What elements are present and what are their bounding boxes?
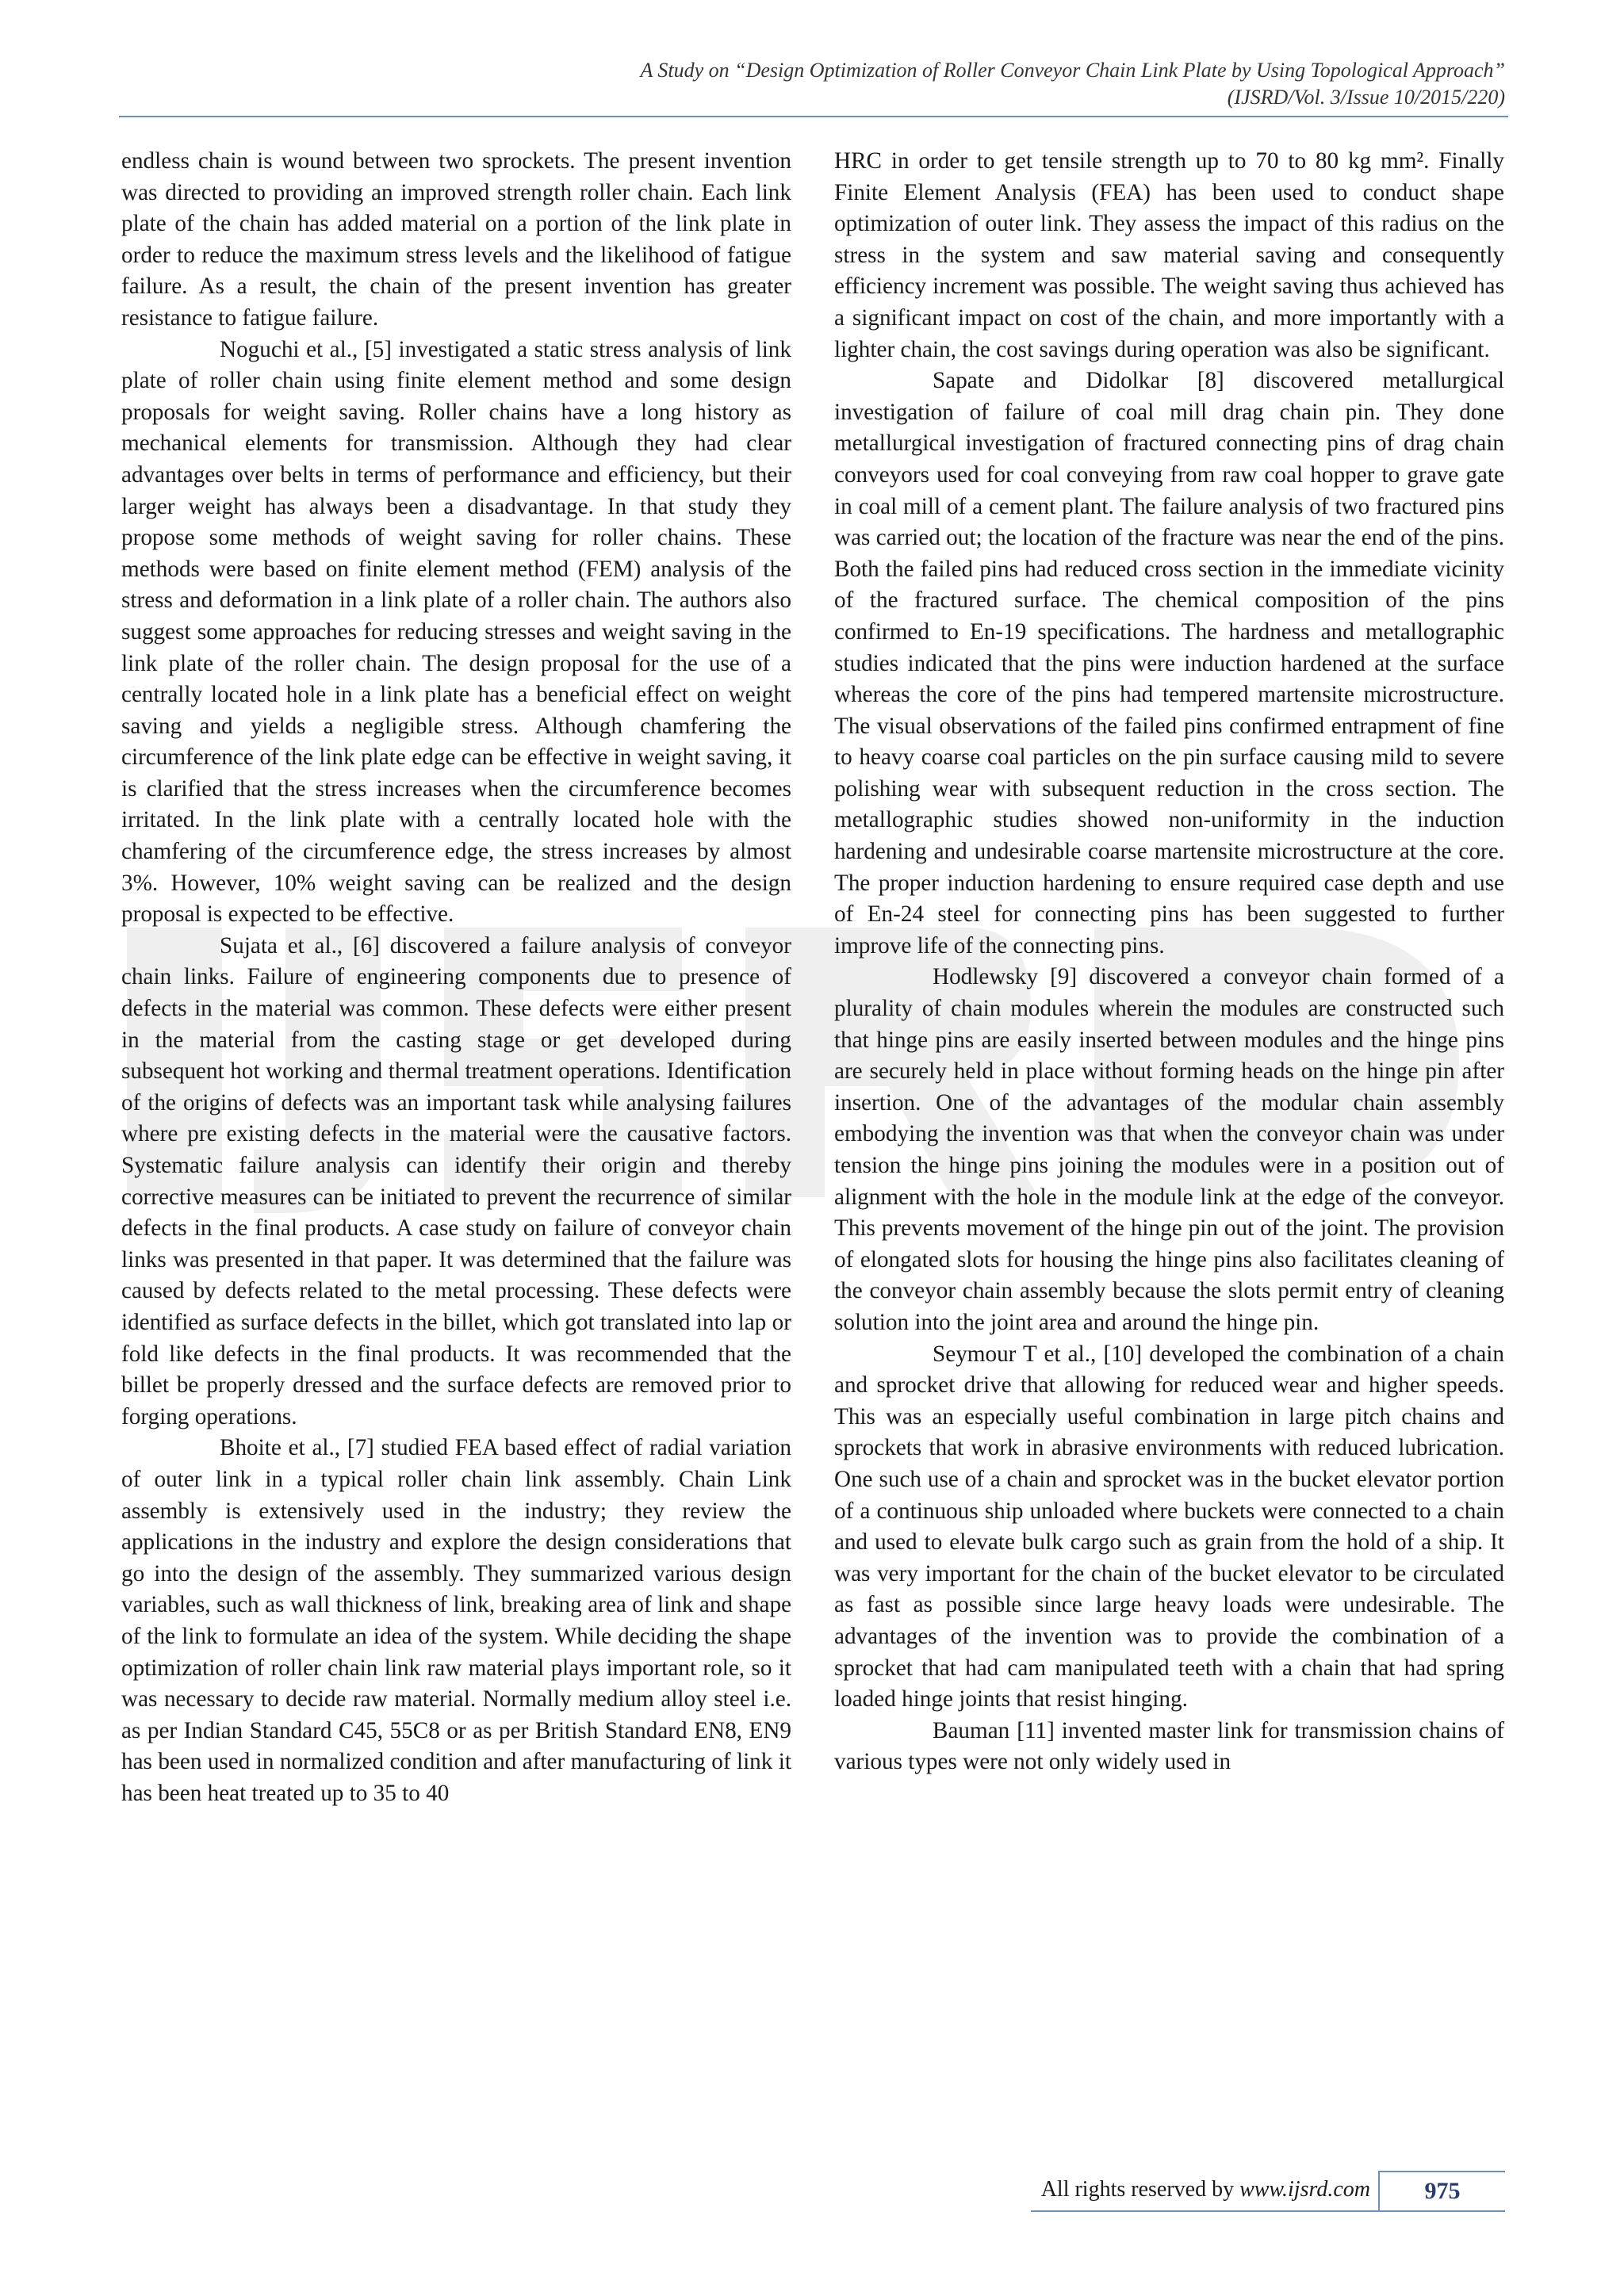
paragraph-sujata: Sujata et al., [6] discovered a failure analysis of conveyor chain links. Failure of engineering components due to presence of defects in the material was common. These defects were either present in the material from the casting stage or get developed during subsequent hot working and thermal treatment operations. Identification of the origins of defects was an important task while analysing failures where pre existing defects in the material were the causative factors. Systematic failure analysis can identify their origin and thereby corrective measures can be initiated to prevent the recurrence of similar defects in the final products. A case study on failure of conveyor chain links was presented in that paper. It was determined that the failure was caused by defects related to the metal processing. These defects were identified as surface defects in the billet, which got translated into lap or fold like defects in the final products. It was recommended that the billet be properly dressed and the surface defects are removed prior to forging operations. — [121, 932, 791, 1429]
left-column — [121, 146, 791, 1809]
paragraph-sapate: Sapate and Didolkar [8] discovered metallurgical investigation of failure of coal mill drag chain pin. They done metallurgical investigation of fractured connecting pins of drag chain conveyors used for coal conveying from raw coal hopper to grave gate in coal mill of a cement plant. The failure analysis of two fractured pins was carried out; the location of the fracture was near the end of the pins. Both the failed pins had reduced cross section in the immediate vicinity of the fractured surface. The chemical composition of the pins confirmed to En-19 specifications. The hardness and metallographic studies indicated that the pins were induction hardened at the surface whereas the core of the pins had tempered martensite microstructure. The visual observations of the failed pins confirmed entrapment of fine to heavy coarse coal particles on the pin surface causing mild to severe polishing wear with subsequent reduction in the cross section. The metallographic studies showed non-uniformity in the induction hardening and undesirable coarse martensite microstructure at the core. The proper induction hardening to ensure required case depth and use of En-24 steel for connecting pins has been suggested to further improve life of the connecting pins. — [834, 368, 1504, 959]
paragraph-chain-strength: endless chain is wound between two sprockets. The present invention was directed to providing an improved strength roller chain. Each link plate of the chain has added material on a portion of the link plate in order to reduce the maximum stress levels and the likelihood of fatigue failure. As a result, the chain of the present invention has greater resistance to fatigue failure. — [121, 148, 791, 331]
footer-rights — [1041, 2177, 1370, 2202]
header-citation: (IJSRD/Vol. 3/Issue 10/2015/220) — [1227, 86, 1505, 109]
running-header — [119, 57, 1505, 111]
page-footer — [119, 2171, 1505, 2218]
footer-rights-label: All rights reserved by — [1040, 2177, 1235, 2202]
footer-divider — [1031, 2210, 1505, 2212]
paragraph-bauman: Bauman [11] invented master link for transmission chains of various types were not only widely used in — [834, 1717, 1504, 1775]
paragraph-noguchi: Noguchi et al., [5] investigated a static stress analysis of link plate of roller chain using finite element method and some design proposals for weight saving. Roller chains have a long history as mechanical elements for transmission. Although they had clear advantages over belts in terms of performance and efficiency, but their larger weight has always been a disadvantage. In that study they propose some methods of weight saving for roller chains. These methods were based on finite element method (FEM) analysis of the stress and deformation in a link plate of a roller chain. The authors also suggest some approaches for reducing stresses and weight saving in the link plate of the roller chain. The design proposal for the use of a centrally located hole in a link plate has a beneficial effect on weight saving and yields a negligible stress. Although chamfering the circumference of the link plate edge can be effective in weight saving, it is clarified that the stress increases when the circumference becomes irritated. In the link plate with a centrally located hole with the chamfering of the circumference edge, the stress increases by almost 3%. However, 10% weight saving can be realized and the design proposal is expected to be effective. — [121, 336, 791, 928]
header-divider — [119, 116, 1508, 117]
paragraph-bhoite: Bhoite et al., [7] studied FEA based effect of radial variation of outer link in a typical roller chain link assembly. Chain Link assembly is extensively used in the industry; they review the applications in the industry and explore the design considerations that go into the design of the assembly. They summarized various design variables, such as wall thickness of link, breaking area of link and shape of the link to formulate an idea of the system. While deciding the shape optimization of roller chain link raw material plays important role, so it was necessary to decide raw material. Normally medium alloy steel i.e. as per Indian Standard C45, 55C8 or as per British Standard EN8, EN9 has been used in normalized condition and after manufacturing of link it has been heat treated up to 35 to 40 — [121, 1435, 791, 1806]
footer-site-link[interactable]: www.ijsrd.com — [1239, 2177, 1370, 2202]
paragraph-seymour: Seymour T et al., [10] developed the combination of a chain and sprocket drive that allowing for reduced wear and higher speeds. This was an especially useful combination in large pitch chains and sprockets that work in abrasive environments with reduced lubrication. One such use of a chain and sprocket was in the bucket elevator portion of a continuous ship unloaded where buckets were connected to a chain and used to elevate bulk cargo such as grain from the hold of a ship. It was very important for the chain of the bucket elevator to be circulated as fast as possible since large heavy loads were undesirable. The advantages of the invention was to provide the combination of a sprocket that had cam manipulated teeth with a chain that had spring loaded hinge joints that resist hinging. — [834, 1341, 1504, 1712]
header-title: A Study on “Design Optimization of Roller Conveyor Chain Link Plate by Using Topological Approach” — [640, 59, 1505, 82]
paragraph-hrc-continuation: HRC in order to get tensile strength up to 70 to 80 kg mm². Finally Finite Element Analysis (FEA) has been used to conduct shape optimization of outer link. They assess the impact of this radius on the stress in the system and saw material saving and consequently efficiency increment was possible. The weight saving thus achieved has a significant impact on cost of the chain, and more importantly with a lighter chain, the cost savings during operation was also be significant. — [834, 148, 1504, 362]
paragraph-hodlewsky: Hodlewsky [9] discovered a conveyor chain formed of a plurality of chain modules wherein the modules are constructed such that hinge pins are easily inserted between modules and the hinge pins are securely held in place without forming heads on the hinge pin after insertion. One of the advantages of the modular chain assembly embodying the invention was that when the conveyor chain was under tension the hinge pins joining the modules were in a position out of alignment with the hole in the module link at the edge of the conveyor. This prevents movement of the hinge pin out of the joint. The provision of elongated slots for housing the hinge pins also facilitates cleaning of the conveyor chain assembly because the slots permit entry of cleaning solution into the joint area and around the hinge pin. — [834, 964, 1504, 1335]
page-number: 975 — [1378, 2171, 1505, 2210]
right-column — [834, 146, 1504, 1778]
